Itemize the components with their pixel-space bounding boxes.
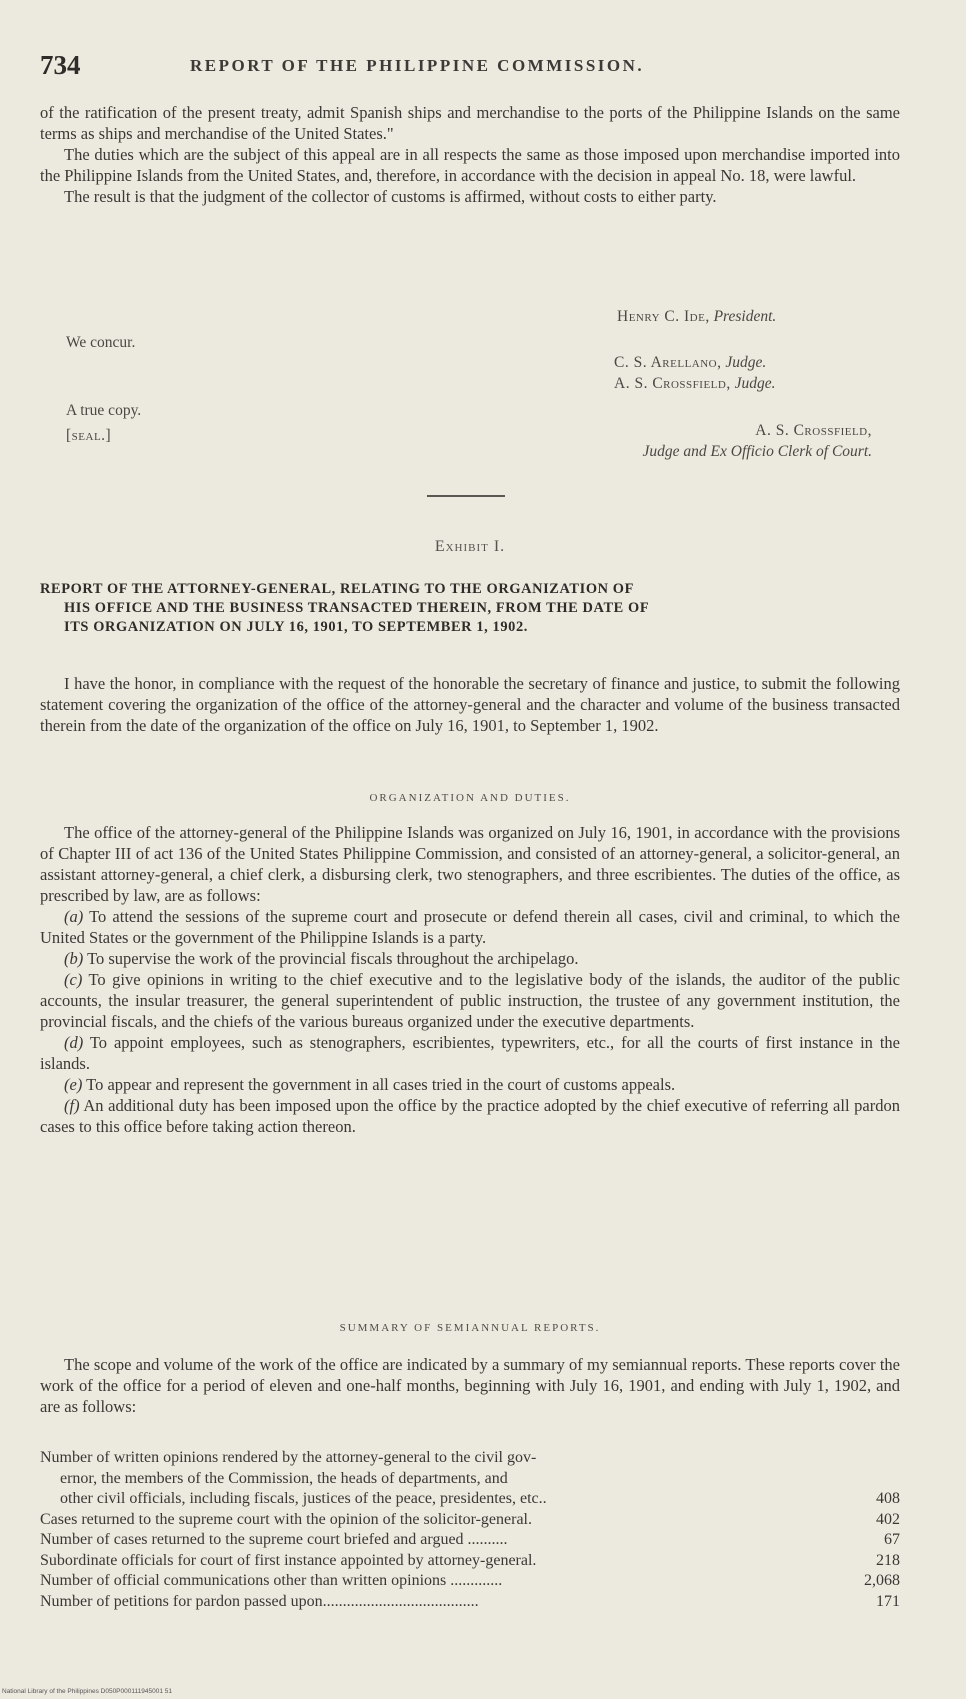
summary-row: [40, 1510, 900, 1531]
summary-row: [40, 1571, 900, 1592]
summary-row: [40, 1592, 900, 1613]
duty-item: [40, 1032, 900, 1074]
true-copy: A true copy.: [66, 402, 142, 419]
scan-footer: National Library of the Philippines D050P000111945001 51: [2, 1688, 172, 1695]
duty-item: [40, 906, 900, 948]
summary-row-value: 171: [876, 1592, 900, 1610]
organization-section: [40, 822, 900, 1137]
clerk-title: Judge and Ex Officio Clerk of Court.: [642, 443, 872, 460]
summary-row-desc: Number of petitions for pardon passed upon.......................................: [40, 1592, 479, 1610]
summary-row-desc-cont: other civil officials, including fiscals, justices of the peace, presidentes, etc..: [60, 1490, 547, 1507]
seal-mark: [seal.]: [66, 427, 112, 444]
duty-text: To appear and represent the government in all cases tried in the court of customs appeals.: [86, 1075, 676, 1094]
running-head: REPORT OF THE PHILIPPINE COMMISSION.: [190, 56, 645, 75]
summary-section: [40, 1354, 900, 1417]
summary-row-desc: Number of official communications other than written opinions .............: [40, 1572, 503, 1589]
duty-text: To appoint employees, such as stenographers, escribientes, typewriters, etc., for all the courts of first instance in the islands.: [40, 1033, 900, 1073]
judge1-title: Judge.: [725, 354, 767, 371]
summary-row-desc: Subordinate officials for court of first instance appointed by attorney-general.: [40, 1551, 537, 1569]
opening-paragraph-1: of the ratification of the present treaty, admit Spanish ships and merchandise to the ports of the Philippine Islands on the same terms as ships and merchandise of the United States.": [40, 103, 900, 143]
duty-mark: (a): [64, 907, 84, 926]
opening-paragraph-2: The duties which are the subject of this appeal are in all respects the same as those imposed upon merchandise imported into the Philippine Islands from the United States, and, therefore, in accordance with the decision in appeal No. 18, were lawful.: [40, 145, 900, 185]
organization-paragraph: The office of the attorney-general of the Philippine Islands was organized on July 16, 1901, in accordance with the provisions of Chapter III of act 136 of the United States Philippine Commission, and consisted of an attorney-general, a solicitor-general, an assistant attorney-general, a chief clerk, a disbursing clerk, two stenographers, and three escribientes. The duties of the office, as prescribed by law, are as follows:: [40, 823, 900, 905]
president-signature: [617, 306, 776, 327]
summary-row: [40, 1551, 900, 1572]
judge2-name: A. S. Crossfield,: [614, 375, 731, 392]
summary-row-value: 402: [876, 1510, 900, 1528]
summary-row-desc: Cases returned to the supreme court with the opinion of the solicitor-general.: [40, 1510, 532, 1528]
summary-row-value: 2,068: [864, 1572, 900, 1589]
summary-paragraph: The scope and volume of the work of the office are indicated by a summary of my semiannual reports. These reports cover the work of the office for a period of eleven and one-half months, beginning with July 16, 1901, and ending with July 1, 1902, and are as follows:: [40, 1355, 900, 1416]
duty-mark: (d): [64, 1033, 84, 1052]
summary-row-value: 67: [884, 1531, 900, 1548]
duty-mark: (c): [64, 970, 83, 989]
summary-row: [40, 1530, 900, 1551]
duty-text: To give opinions in writing to the chief executive and to the legislative body of the islands, the auditor of the public accounts, the insular treasurer, the general superintendent of public instruction, the trustee of any government institution, the provincial fiscals, and the chiefs of the various bureaus organized under the executive departments.: [40, 970, 900, 1031]
section-divider: [427, 495, 505, 497]
duty-mark: (f): [64, 1096, 80, 1115]
page-header: [40, 50, 900, 90]
report-title-line-3: ITS ORGANIZATION ON JULY 16, 1901, TO SEPTEMBER 1, 1902.: [64, 619, 528, 635]
judge2-title: Judge.: [734, 375, 776, 392]
intro-section: [40, 673, 900, 736]
exhibit-label: Exhibit I.: [434, 538, 506, 555]
duty-mark: (b): [64, 949, 84, 968]
organization-heading: ORGANIZATION AND DUTIES.: [369, 792, 571, 804]
duty-item: [40, 948, 900, 969]
duty-item: [40, 1074, 900, 1095]
duty-item: [40, 969, 900, 1032]
report-title-line-1: REPORT OF THE ATTORNEY-GENERAL, RELATING TO THE ORGANIZATION OF: [40, 581, 634, 597]
we-concur: We concur.: [66, 334, 136, 351]
intro-paragraph: I have the honor, in compliance with the request of the honorable the secretary of finance and justice, to submit the following statement covering the organization of the office of the attorney-general and the character and volume of the business transacted therein from the date of the organization of the office on July 16, 1901, to September 1, 1902.: [40, 674, 900, 735]
summary-table: [40, 1448, 900, 1612]
summary-row-desc: Number of written opinions rendered by the attorney-general to the civil gov-: [40, 1449, 537, 1466]
summary-row-desc-cont: ernor, the members of the Commission, the heads of departments, and: [60, 1469, 508, 1487]
duty-mark: (e): [64, 1075, 83, 1094]
duty-text: To supervise the work of the provincial fiscals throughout the archipelago.: [87, 949, 579, 968]
judge1-name: C. S. Arellano,: [614, 354, 722, 371]
duties-list: [40, 906, 900, 1137]
clerk-signature: [522, 420, 872, 462]
duty-text: An additional duty has been imposed upon the office by the practice adopted by the chief executive of referring all pardon cases to this office before taking action thereon.: [40, 1096, 900, 1136]
president-title: President.: [713, 308, 777, 325]
summary-heading: SUMMARY OF SEMIANNUAL REPORTS.: [339, 1322, 601, 1334]
clerk-name: A. S. Crossfield,: [755, 422, 872, 439]
duty-item: [40, 1095, 900, 1137]
opening-section: [40, 102, 900, 207]
summary-row-value: 218: [876, 1551, 900, 1569]
summary-row-desc: Number of cases returned to the supreme court briefed and argued ..........: [40, 1531, 508, 1548]
summary-row: [40, 1448, 900, 1510]
judge-signatures: [614, 352, 775, 394]
duty-text: To attend the sessions of the supreme court and prosecute or defend therein all cases, civil and criminal, to which the United States or the government of the Philippine Islands is a party.: [40, 907, 901, 947]
opening-paragraph-3: The result is that the judgment of the collector of customs is affirmed, without costs to either party.: [64, 187, 717, 206]
summary-row-value: 408: [876, 1490, 900, 1507]
president-name: Henry C. Ide,: [617, 308, 710, 325]
report-title: [40, 580, 900, 637]
page-number: 734: [40, 50, 81, 80]
report-title-line-2: HIS OFFICE AND THE BUSINESS TRANSACTED THEREIN, FROM THE DATE OF: [64, 600, 650, 616]
